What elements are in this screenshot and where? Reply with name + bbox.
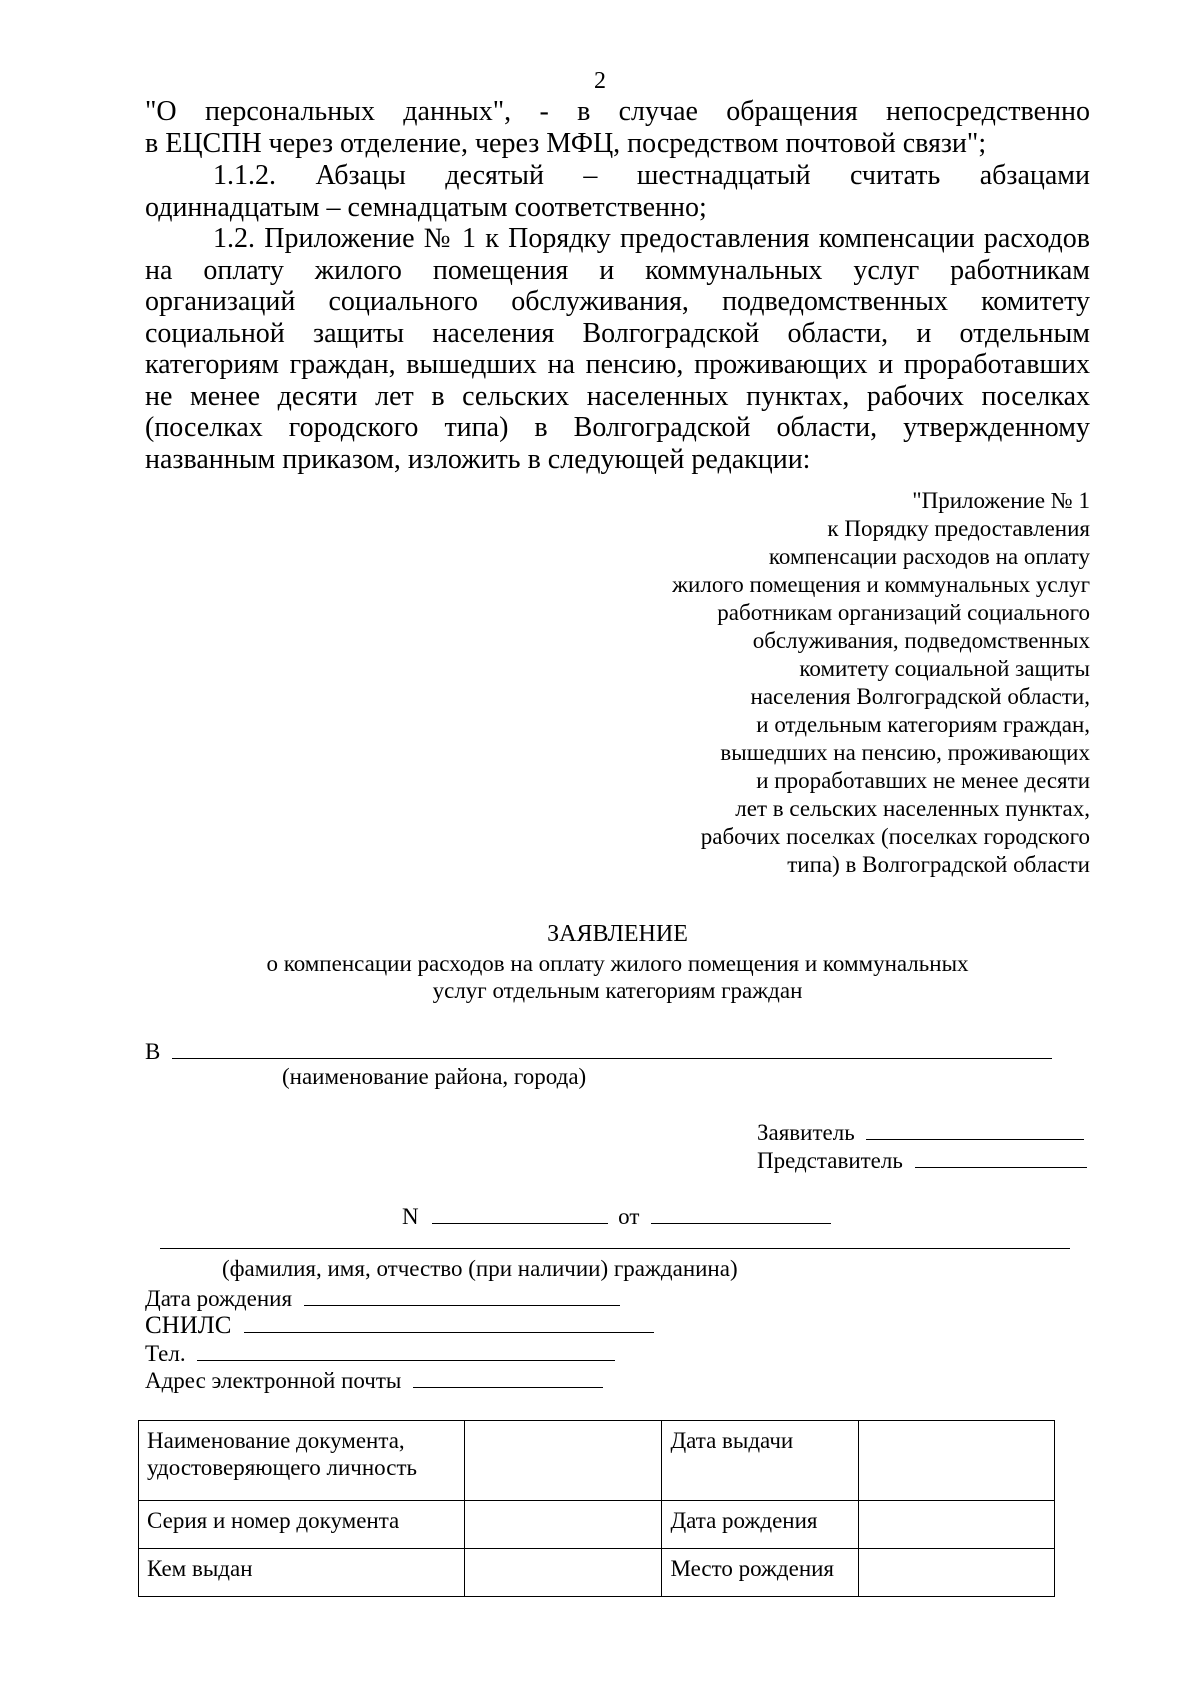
appendix-line: жилого помещения и коммунальных услуг	[672, 572, 1090, 597]
email-label: Адрес электронной почты	[145, 1368, 402, 1393]
document-subtitle	[145, 950, 1090, 1004]
item-1-1-2-line: 1.1.2. Абзацы десятый – шестнадцатый считать абзацами	[213, 160, 1090, 191]
table-cell-label: Дата выдачи	[662, 1421, 859, 1501]
appendix-line: типа) в Волгоградской области	[787, 852, 1090, 877]
table-cell-label: Серия и номер документа	[139, 1501, 465, 1549]
fio-caption: (фамилия, имя, отчество (при наличии) гражданина)	[222, 1256, 738, 1281]
table-cell-label: Кем выдан	[139, 1549, 465, 1597]
table-row	[139, 1421, 1055, 1501]
appendix-line: комитету социальной защиты	[799, 656, 1090, 681]
item-1-2-line: социальной защиты населения Волгоградской области, и отдельным	[145, 317, 1090, 349]
applicant-label: Заявитель	[757, 1120, 855, 1145]
to-caption: (наименование района, города)	[282, 1064, 587, 1089]
table-cell-label: Место рождения	[662, 1549, 859, 1597]
date-field[interactable]	[651, 1201, 831, 1224]
appendix-line: населения Волгоградской области,	[750, 684, 1090, 709]
phone-label: Тел.	[145, 1341, 186, 1366]
table-cell-label: Наименование документа, удостоверяющего личность	[139, 1421, 465, 1501]
item-1-2-line: названным приказом, изложить в следующей редакции:	[145, 443, 811, 475]
table-cell-value[interactable]	[464, 1549, 662, 1597]
appendix-line: лет в сельских населенных пунктах,	[735, 796, 1090, 821]
appendix-line: и отдельным категориям граждан,	[756, 712, 1090, 737]
item-1-2-line: 1.2. Приложение № 1 к Порядку предоставления компенсации расходов	[213, 223, 1090, 254]
page-number: 2	[594, 68, 606, 94]
number-label: N	[402, 1204, 419, 1229]
birth-date-row	[145, 1283, 620, 1312]
intro-line: в ЕЦСПН через отделение, через МФЦ, посредством почтовой связи";	[145, 127, 987, 159]
item-1-2	[145, 223, 1090, 475]
appendix-line: "Приложение № 1	[912, 488, 1090, 513]
birth-date-field[interactable]	[304, 1283, 620, 1306]
email-row	[145, 1365, 603, 1394]
appendix-line: компенсации расходов на оплату	[768, 544, 1090, 569]
subtitle-line: о компенсации расходов на оплату жилого помещения и коммунальных	[266, 951, 969, 976]
appendix-line: рабочих поселках (поселках городского	[700, 824, 1090, 849]
number-date-row	[402, 1201, 831, 1230]
item-1-2-line: на оплату жилого помещения и коммунальных услуг работникам	[145, 254, 1090, 286]
item-1-2-line: не менее десяти лет в сельских населенных пунктах, рабочих поселках	[145, 380, 1090, 412]
email-field[interactable]	[413, 1365, 603, 1388]
snils-label: СНИЛС	[145, 1312, 232, 1339]
table-cell-value[interactable]	[859, 1421, 1055, 1501]
item-1-1-2	[145, 160, 1090, 223]
table-cell-label: Дата рождения	[662, 1501, 859, 1549]
table-cell-value[interactable]	[859, 1549, 1055, 1597]
item-1-2-line: (поселках городского типа) в Волгоградской области, утвержденному	[145, 412, 1090, 443]
appendix-line: вышедших на пенсию, проживающих	[720, 740, 1090, 765]
representative-field[interactable]	[915, 1145, 1087, 1168]
to-field[interactable]	[172, 1036, 1052, 1059]
to-prefix: В	[145, 1039, 161, 1064]
table-cell-value[interactable]	[464, 1421, 662, 1501]
to-row	[145, 1036, 1085, 1065]
item-1-2-line: категориям граждан, вышедших на пенсию, проживающих и проработавших	[145, 349, 1090, 380]
subtitle-line: услуг отдельным категориям граждан	[432, 978, 803, 1003]
phone-row	[145, 1338, 615, 1367]
table-cell-value[interactable]	[464, 1501, 662, 1549]
phone-field[interactable]	[197, 1338, 615, 1361]
intro-paragraph	[145, 96, 1090, 159]
snils-row	[145, 1310, 654, 1339]
representative-row	[757, 1145, 1087, 1174]
item-1-1-2-line: одиннадцатым – семнадцатым соответственно;	[145, 191, 707, 223]
id-document-table	[138, 1420, 1055, 1597]
fio-field[interactable]	[160, 1248, 1070, 1249]
appendix-line: работникам организаций социального	[717, 600, 1090, 625]
table-cell-value[interactable]	[859, 1501, 1055, 1549]
appendix-line: и проработавших не менее десяти	[756, 768, 1090, 793]
appendix-line: к Порядку предоставления	[827, 516, 1090, 541]
table-row	[139, 1501, 1055, 1549]
appendix-header	[530, 487, 1090, 879]
snils-field[interactable]	[244, 1310, 654, 1333]
intro-line: "О персональных данных", - в случае обращения непосредственно	[145, 96, 1090, 127]
appendix-line: обслуживания, подведомственных	[752, 628, 1090, 653]
item-1-2-line: организаций социального обслуживания, подведомственных комитету	[145, 286, 1090, 317]
number-field[interactable]	[432, 1201, 608, 1224]
from-label: от	[618, 1204, 640, 1229]
applicant-field[interactable]	[866, 1117, 1084, 1140]
table-row	[139, 1549, 1055, 1597]
document-title: ЗАЯВЛЕНИЕ	[547, 921, 688, 947]
representative-label: Представитель	[757, 1148, 903, 1173]
birth-date-label: Дата рождения	[145, 1286, 293, 1311]
applicant-row	[757, 1117, 1084, 1146]
